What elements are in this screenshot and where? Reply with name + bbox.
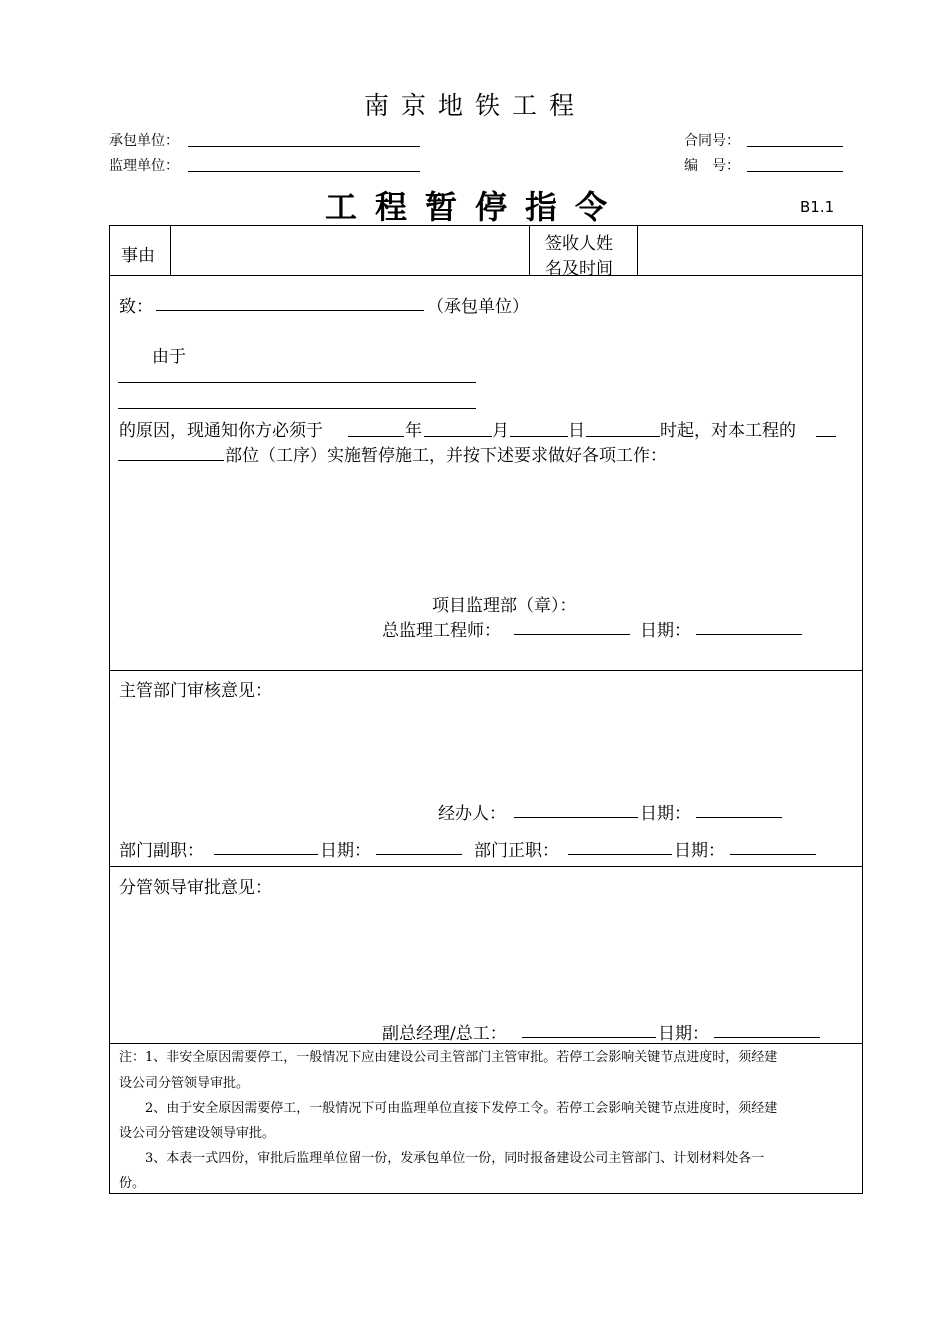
reason-sentence: 的原因，现通知你方必须于 xyxy=(119,421,323,441)
form-title: 工程暂停指令 xyxy=(324,188,625,226)
deputy-field[interactable] xyxy=(214,854,318,855)
note-line-4: 设公司分管建设领导审批。 xyxy=(119,1126,276,1141)
handler-date-field[interactable] xyxy=(696,817,782,818)
supervisor-field[interactable] xyxy=(188,171,420,172)
part-sentence: 部位（工序）实施暂停施工，并按下述要求做好各项工作： xyxy=(225,446,667,466)
reason-label: 事由 xyxy=(121,246,155,266)
form-code: B1.1 xyxy=(800,198,835,216)
note-line-1: 注：1、非安全原因需要停工，一般情况下应由建设公司主管部门主管审批。若停工会影响关键节点进度时，须经建 xyxy=(119,1050,778,1065)
year-label: 年 xyxy=(405,421,422,441)
note-line-3: 2、由于安全原因需要停工，一般情况下可由监理单位直接下发停工令。若停工会影响关键节点进度时，须经建 xyxy=(119,1101,778,1116)
dept-seal-label: 项目监理部（章）： xyxy=(432,596,577,616)
reason-line-2[interactable] xyxy=(118,408,476,409)
supervisor-label: 监理单位： xyxy=(109,158,179,174)
leader-date-label: 日期： xyxy=(658,1024,709,1044)
serial-no-field[interactable] xyxy=(747,171,843,172)
note-line-6: 份。 xyxy=(119,1176,146,1191)
deputy-date-label: 日期： xyxy=(320,841,371,861)
dept-review-title: 主管部门审核意见： xyxy=(119,681,272,701)
contractor-label: 承包单位： xyxy=(109,133,179,149)
leader-signer-field[interactable] xyxy=(522,1037,656,1038)
handler-field[interactable] xyxy=(514,817,638,818)
part-field[interactable] xyxy=(118,460,224,461)
note-line-2: 设公司分管领导审批。 xyxy=(119,1076,250,1091)
signer-field[interactable] xyxy=(638,226,862,274)
contractor-field[interactable] xyxy=(188,146,420,147)
handler-date-label: 日期： xyxy=(640,804,691,824)
chief-date-label: 日期： xyxy=(640,621,691,641)
contract-no-field[interactable] xyxy=(747,146,843,147)
divider-col2 xyxy=(529,225,530,275)
deputy-label: 部门副职： xyxy=(119,841,204,861)
month-field[interactable] xyxy=(424,436,492,437)
to-label: 致： xyxy=(119,297,153,317)
deputy-date-field[interactable] xyxy=(376,854,462,855)
time-from-text: 时起，对本工程的 xyxy=(660,421,796,441)
because-label: 由于 xyxy=(152,347,186,367)
day-label: 日 xyxy=(568,421,585,441)
signer-label-line1: 签收人姓 xyxy=(545,234,613,254)
chief-date-field[interactable] xyxy=(696,634,802,635)
divider-row2 xyxy=(109,670,863,671)
note-line-5: 3、本表一式四份，审批后监理单位留一份，发承包单位一份，同时报备建设公司主管部门、计划材料处各一 xyxy=(119,1151,765,1166)
year-field[interactable] xyxy=(348,436,404,437)
leader-date-field[interactable] xyxy=(714,1037,820,1038)
serial-no-label: 编 号： xyxy=(684,158,740,174)
head-field[interactable] xyxy=(568,854,672,855)
head-label: 部门正职： xyxy=(474,841,559,861)
leader-approval-title: 分管领导审批意见： xyxy=(119,878,272,898)
chief-engineer-label: 总监理工程师： xyxy=(382,621,501,641)
reason-field[interactable] xyxy=(171,226,528,274)
project-title: 南京地铁工程 xyxy=(363,91,586,120)
hour-field[interactable] xyxy=(586,436,660,437)
head-date-label: 日期： xyxy=(674,841,725,861)
month-label: 月 xyxy=(492,421,509,441)
to-suffix: （承包单位） xyxy=(427,297,529,317)
handler-label: 经办人： xyxy=(438,804,506,824)
part-field-start[interactable] xyxy=(816,436,836,437)
chief-engineer-field[interactable] xyxy=(514,634,630,635)
day-field[interactable] xyxy=(510,436,568,437)
contract-no-label: 合同号： xyxy=(684,133,740,149)
leader-signer-label: 副总经理/总工： xyxy=(382,1024,507,1044)
divider-row1 xyxy=(109,275,863,276)
divider-row3 xyxy=(109,866,863,867)
reason-line-1[interactable] xyxy=(118,382,476,383)
signer-label-line2: 名及时间 xyxy=(545,259,613,279)
head-date-field[interactable] xyxy=(730,854,816,855)
to-field[interactable] xyxy=(156,310,424,311)
